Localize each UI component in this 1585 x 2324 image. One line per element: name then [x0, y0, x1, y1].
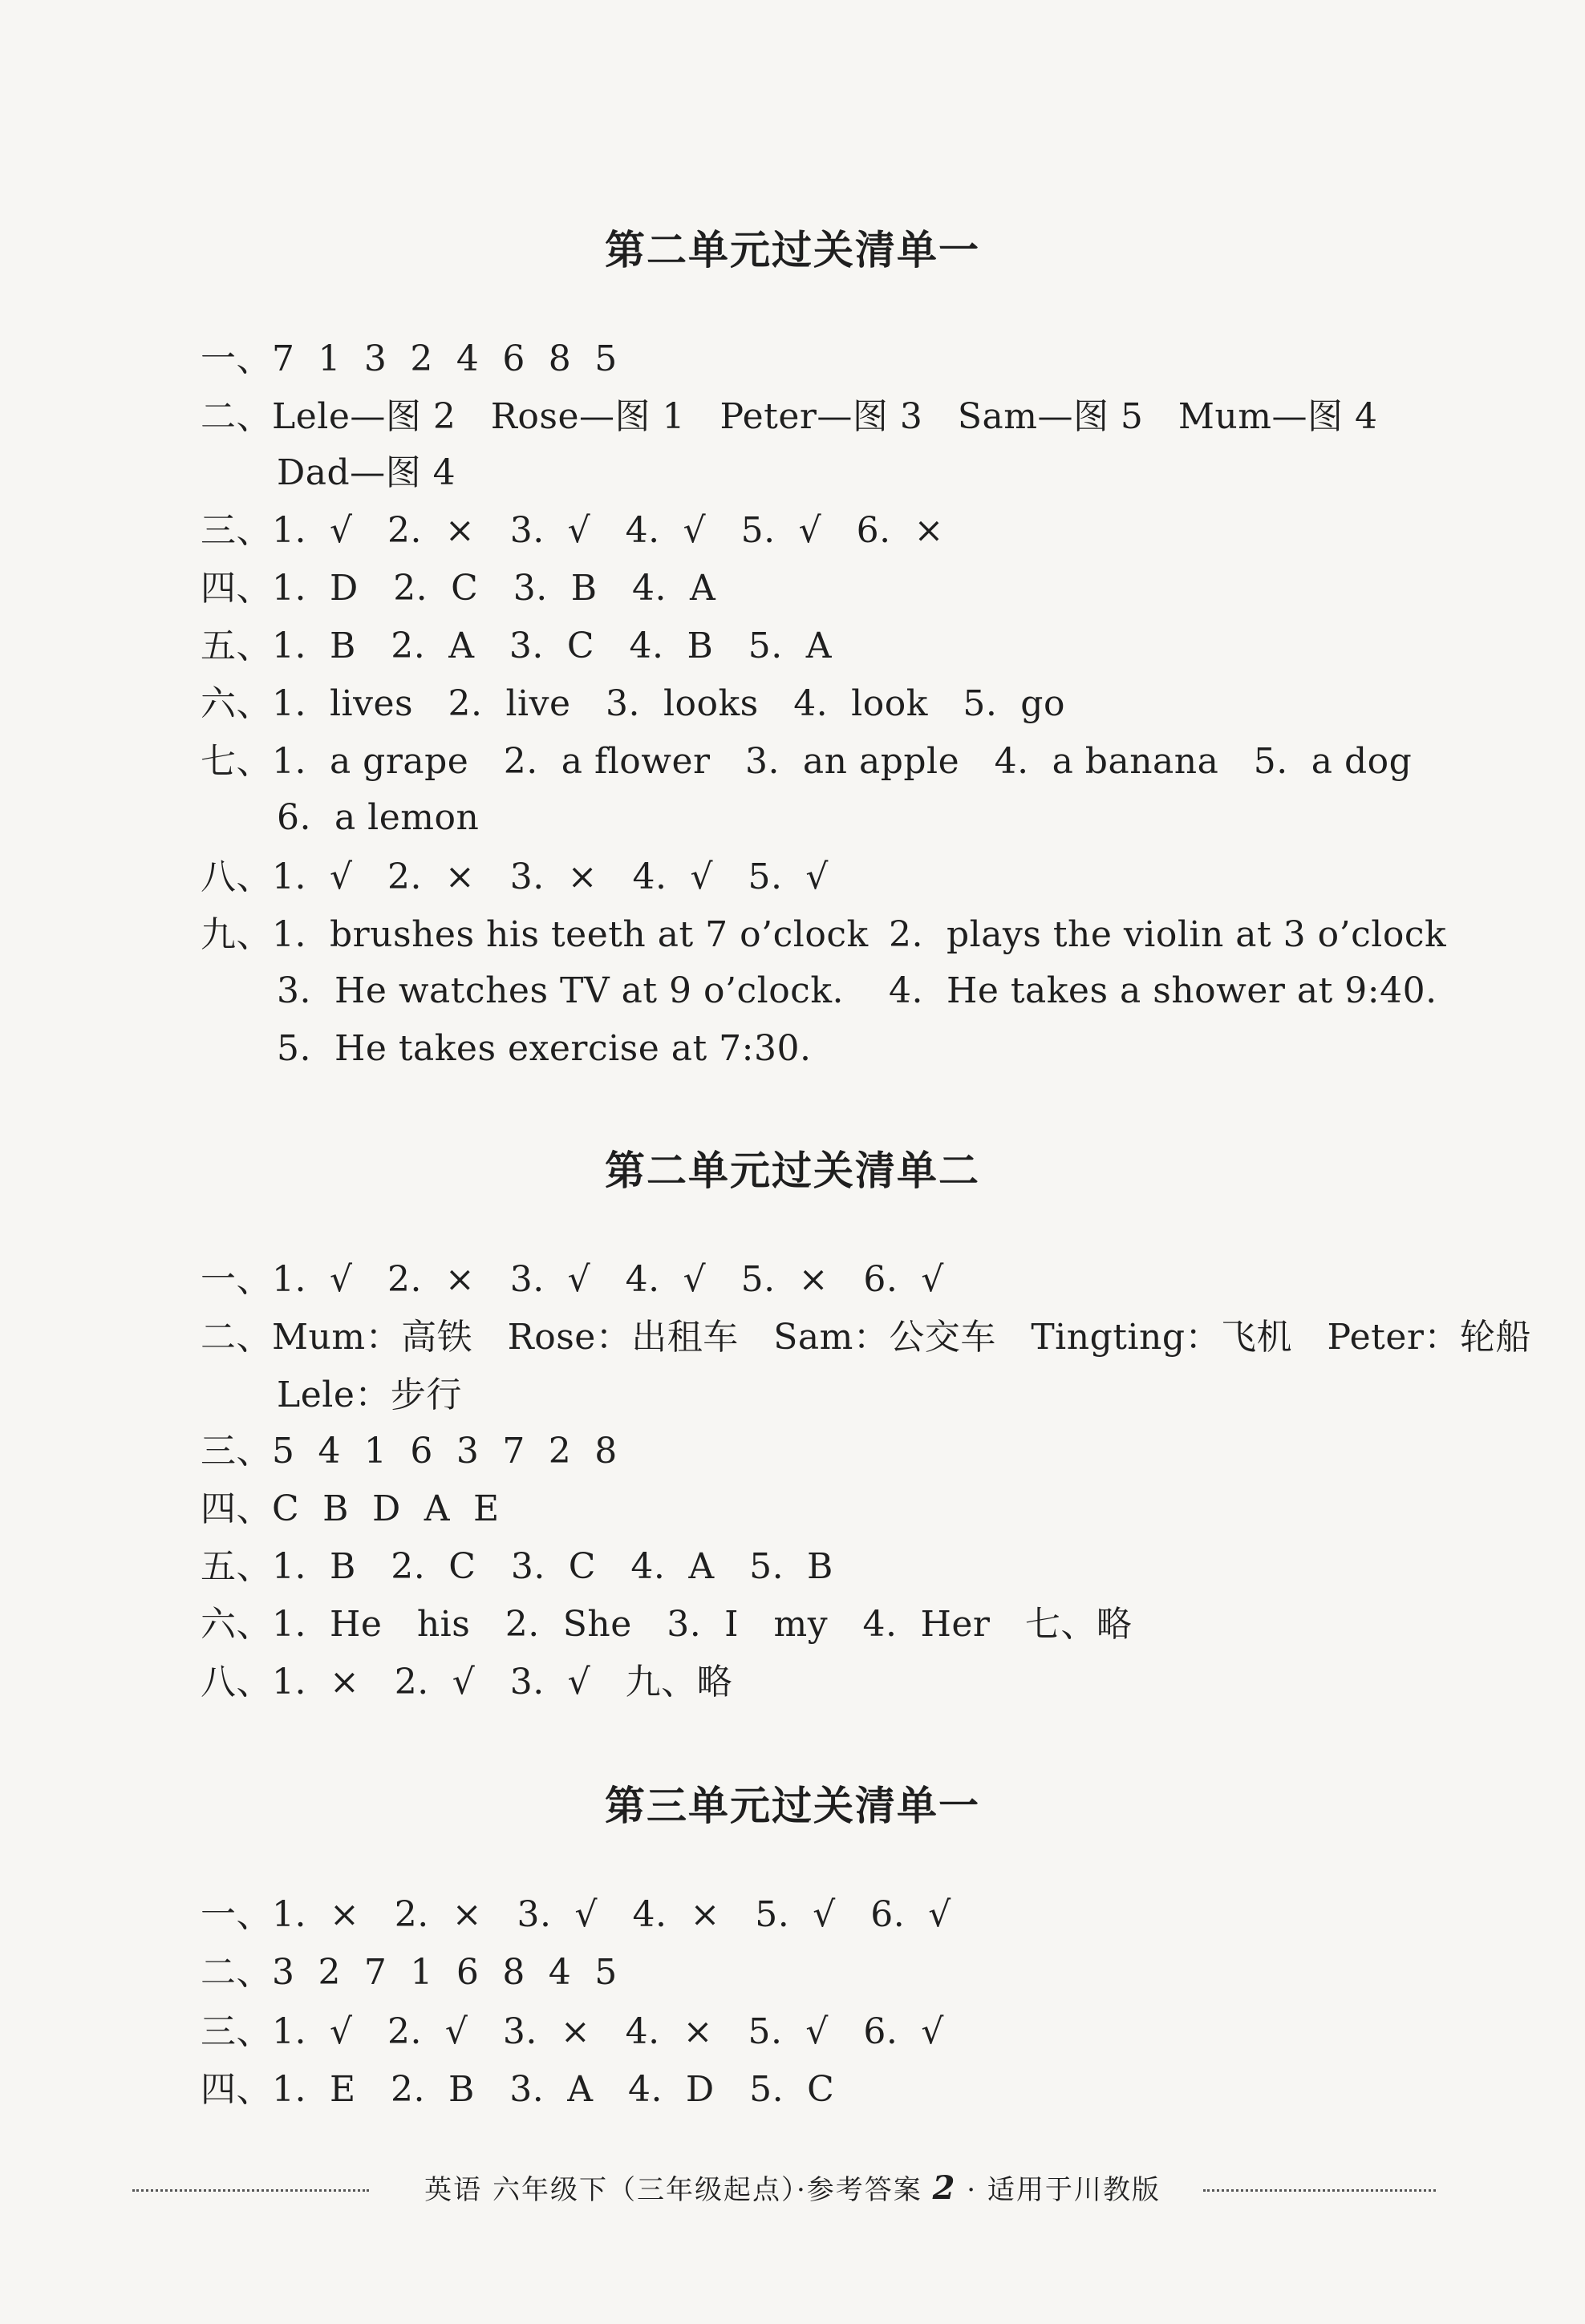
answer-line: 五、1. B 2. C 3. C 4. A 5. B: [201, 1546, 833, 1587]
section-title: 第二单元过关清单二: [605, 1147, 980, 1194]
section-title: 第三单元过关清单一: [605, 1782, 980, 1829]
answer-line: 四、1. E 2. B 3. A 4. D 5. C: [201, 2069, 835, 2110]
answer-line: 4. He takes a shower at 9:40.: [889, 970, 1437, 1011]
answer-line: 四、C B D A E: [201, 1488, 500, 1529]
answer-line: 二、3 2 7 1 6 8 4 5: [201, 1952, 618, 1993]
answer-line: 三、5 4 1 6 3 7 2 8: [201, 1431, 618, 1472]
answer-line: 四、1. D 2. C 3. B 4. A: [201, 568, 716, 609]
answer-line: 六、1. lives 2. live 3. looks 4. look 5. go: [201, 683, 1065, 724]
page-number: 2: [932, 2169, 957, 2207]
answer-line: 二、Mum：高铁 Rose：出租车 Sam：公交车 Tingting：飞机 Peter：轮船: [201, 1317, 1531, 1358]
answer-line: 八、1. × 2. √ 3. √ 九、略: [201, 1662, 733, 1703]
answer-line: 2. plays the violin at 3 o’clock: [889, 914, 1447, 955]
footer-text-before: 英语 六年级下（三年级起点）·参考答案: [424, 2174, 922, 2206]
answer-line: Dad—图 4: [277, 452, 456, 493]
answer-line: 二、Lele—图 2 Rose—图 1 Peter—图 3 Sam—图 5 Mum—图 4: [201, 396, 1378, 437]
answer-line: 三、1. √ 2. √ 3. × 4. × 5. √ 6. √: [201, 2011, 944, 2052]
answer-line: 一、7 1 3 2 4 6 8 5: [201, 338, 618, 379]
answer-line: 五、1. B 2. A 3. C 4. B 5. A: [201, 626, 832, 666]
answer-line: 八、1. √ 2. × 3. × 4. √ 5. √: [201, 856, 829, 897]
footer-text-after: · 适用于川教版: [967, 2174, 1161, 2206]
section-title: 第二单元过关清单一: [605, 226, 980, 273]
answer-line: 三、1. √ 2. × 3. √ 4. √ 5. √ 6. ×: [201, 510, 944, 551]
answer-line: Lele：步行: [277, 1375, 462, 1415]
answer-line: 六、1. He his 2. She 3. I my 4. Her 七、略: [201, 1604, 1133, 1645]
page-footer: [0, 2168, 1585, 2207]
answer-line: 6. a lemon: [277, 797, 480, 838]
answer-line: 一、1. √ 2. × 3. √ 4. √ 5. × 6. √: [201, 1259, 944, 1300]
answer-line: 3. He watches TV at 9 o’clock.: [277, 970, 844, 1011]
answer-line: 一、1. × 2. × 3. √ 4. × 5. √ 6. √: [201, 1894, 951, 1935]
answer-line: 九、1. brushes his teeth at 7 o’clock: [201, 914, 869, 955]
answer-line: 5. He takes exercise at 7:30.: [277, 1028, 812, 1069]
answer-line: 七、1. a grape 2. a flower 3. an apple 4. a banana 5. a dog: [201, 741, 1413, 782]
